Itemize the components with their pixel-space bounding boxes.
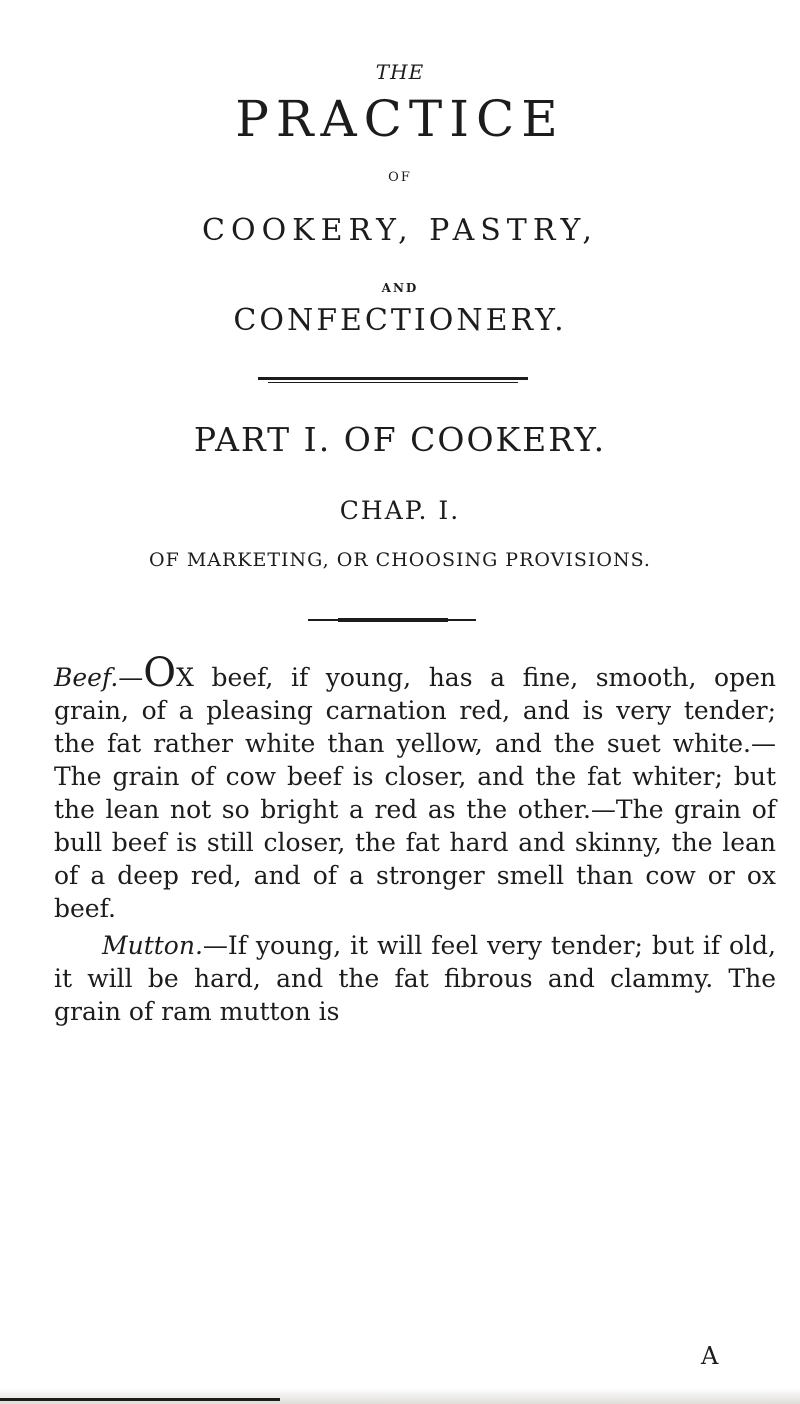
runin-dash: — xyxy=(202,931,228,960)
main-title: PRACTICE xyxy=(235,90,565,148)
runin-dash: — xyxy=(118,663,144,692)
paragraph-text: If young, it will feel very tender; but if old, it will be hard, and the fat fibrous and clammy. The grain of ram mutton is xyxy=(54,931,776,1026)
drop-cap: O xyxy=(143,650,177,696)
chapter-heading: CHAP. I. xyxy=(339,496,461,525)
title-divider-rule xyxy=(258,377,528,380)
title-the: THE xyxy=(375,60,425,84)
part-heading: PART I. OF COOKERY. xyxy=(193,420,607,459)
page-edge xyxy=(0,1388,800,1404)
title-divider-rule-thin xyxy=(268,382,518,383)
catchword: A xyxy=(701,1342,719,1370)
paragraph-mutton xyxy=(54,929,776,1028)
title-of: OF xyxy=(388,170,412,185)
paragraph-beef xyxy=(54,650,776,925)
title-and: AND xyxy=(381,281,419,295)
bottom-edge-rule xyxy=(0,1398,280,1401)
title-line-two: CONFECTIONERY. xyxy=(233,303,567,338)
section-divider-ornament xyxy=(338,618,448,622)
runin-heading-mutton: Mutton. xyxy=(102,931,203,960)
title-line-one: COOKERY, PASTRY, xyxy=(202,213,598,248)
paragraph-text: X beef, if young, has a fine, smooth, open grain, of a pleasing carnation red, and is very tender; the fat rather white than yellow, and the suet white.—The grain of cow beef is closer, and the fat whiter; but the lean not so bright a red as the other.—The grain of bull beef is still closer, the fat hard and skinny, the lean of a deep red, and of a stronger smell than cow or ox beef. xyxy=(54,663,776,923)
body-text xyxy=(54,650,776,1028)
runin-heading-beef: Beef. xyxy=(54,663,119,692)
chapter-subtitle: OF MARKETING, OR CHOOSING PROVISIONS. xyxy=(149,549,651,571)
